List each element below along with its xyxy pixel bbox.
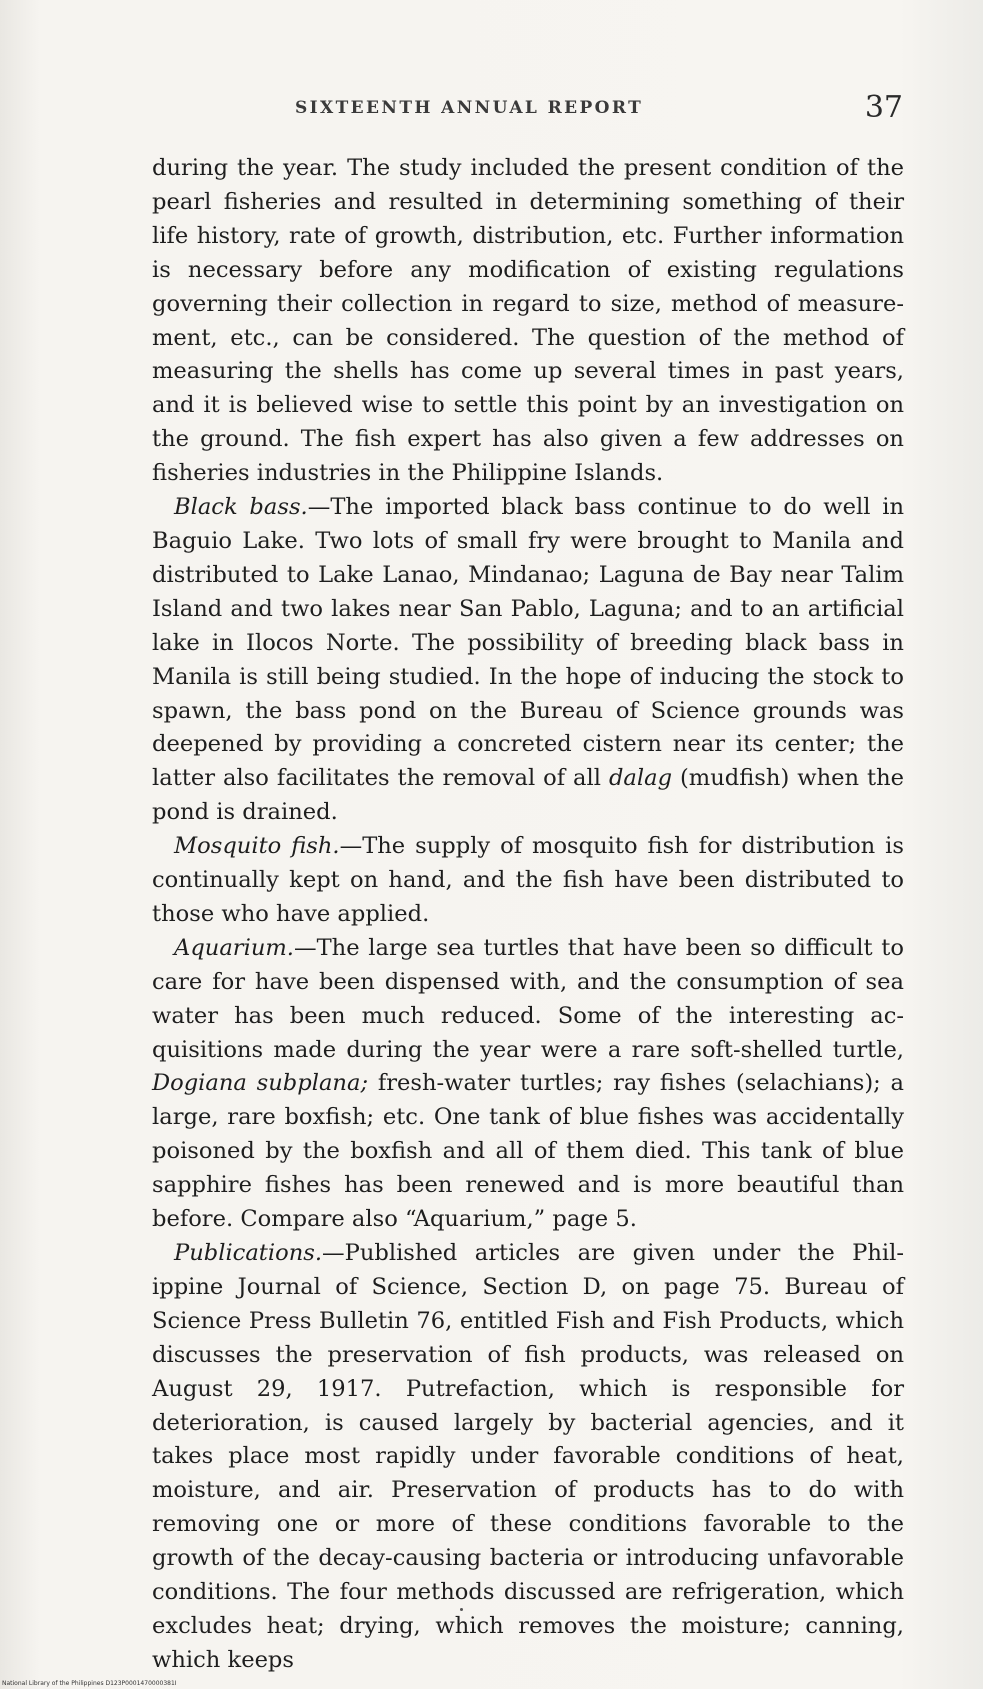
body-text: [152, 152, 904, 1678]
paragraph-black-bass: [152, 491, 904, 830]
paragraph-text: —The imported black bass continue to do well in Baguio Lake. Two lots of small fry were brought to Manila and distributed to Lake Lanao, Mindanao; Laguna de Bay near Talim Island and two lakes near San Pablo, Laguna; and to an artificial lake in Ilocos Norte. The possibility of breeding black bass in Manila is still being studied. In the hope of inducing the stock to spawn, the bass pond on the Bureau of Science grounds was deepened by providing a concreted cistern near its center; the latter also facilitates the removal of all: [152, 494, 904, 792]
paragraph-text: (mudfish) when the pond is drained.: [152, 765, 905, 826]
section-lead-publications: Publications.: [174, 1240, 323, 1266]
paragraph-text: —The supply of mosquito fish for distribution is continually kept on hand, and the fish have been distributed to those who have applied.: [152, 833, 904, 927]
print-speck: [460, 1608, 463, 1611]
paragraph-pearl-fisheries: during the year. The study included the present condition of the pearl fisheries and resulted in determining something of their life history, rate of growth, distribution, etc. Further information is necessary before any modification of existing regulations governing their collection in regard to size, method of measurement, etc., can be considered. The question of the method of measuring the shells has come up several times in past years, and it is believed wise to settle this point by an investigation on the ground. The fish expert has also given a few addresses on fisheries industries in the Philippine Islands.: [152, 155, 904, 487]
paragraph-aquarium: [152, 932, 904, 1237]
paragraph-text: —Published articles are given under the Philippine Journal of Science, Section D, on page 75. Bureau of Science Press Bulletin 76, entitled Fish and Fish Products, which discusses the preservation of fish products, was released on August 29, 1917. Putrefaction, which is responsible for deterioration, is caused largely by bacterial agencies, and it takes place most rapidly under favorable conditions of heat, moisture, and air. Preservation of products has to do with removing one or more of these conditions favorable to the growth of the decay-causing bacteria or introducing unfavorable conditions. The four methods discussed are refrigeration, which excludes heat; drying, which removes the moisture; canning, which keeps: [152, 1240, 904, 1673]
paragraph-text: —The large sea turtles that have been so difficult to care for have been dispensed with, and the consumption of sea water has been much reduced. Some of the interesting acquisitions made during the year were a rare soft-shelled turtle,: [152, 934, 904, 1063]
italic-species-name: Dogiana subplana;: [152, 1070, 369, 1097]
section-lead-mosquito-fish: Mosquito fish.: [174, 833, 340, 860]
paragraph-mosquito-fish: [152, 830, 904, 932]
scan-credit: National Library of the Philippines D123P0001470000381I: [2, 1680, 177, 1687]
paragraph-text: fresh-water turtles; ray fishes (selachians); a large, rare boxfish; etc. One tank of blue fishes was accidentally poisoned by the boxfish and all of them died. This tank of blue sapphire fishes has been renewed and is more beautiful than before. Compare also “Aquarium,” page 5.: [152, 1070, 905, 1233]
page-number: 37: [864, 90, 903, 125]
running-title: SIXTEENTH ANNUAL REPORT: [295, 98, 644, 118]
running-header: [155, 90, 915, 136]
section-lead-black-bass: Black bass.: [174, 494, 308, 521]
italic-term-dalag: dalag: [608, 765, 673, 792]
paragraph-publications: [152, 1237, 904, 1678]
section-lead-aquarium: Aquarium.: [174, 934, 294, 961]
